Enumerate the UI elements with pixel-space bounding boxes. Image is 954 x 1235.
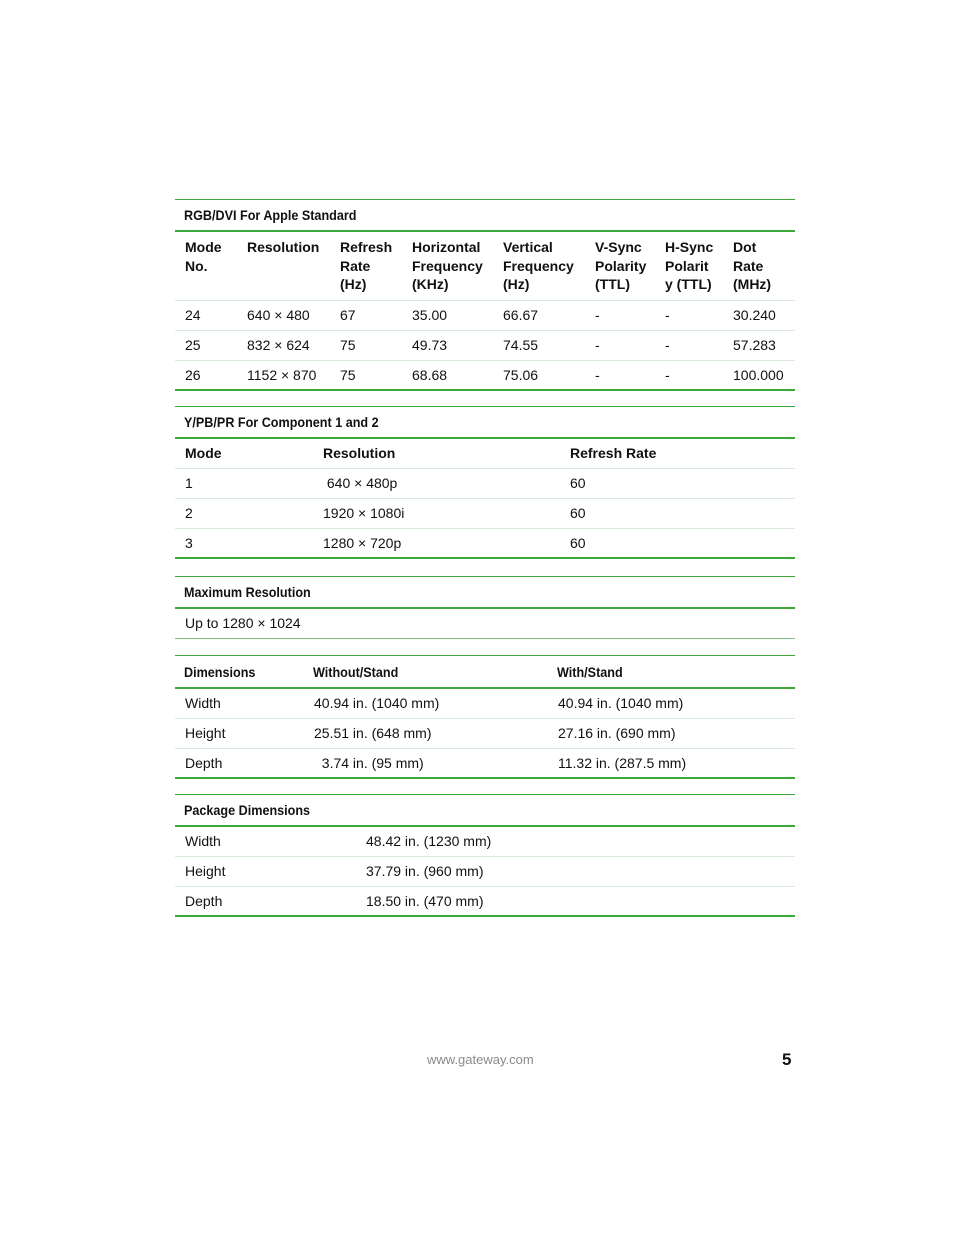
table-row: Depth 3.74 in. (95 mm) 11.32 in. (287.5 mm) [175,749,795,779]
max-resolution-value: Up to 1280 × 1024 [185,615,301,631]
table-row: 2 1920 × 1080i 60 [175,499,795,529]
max-resolution-table [175,576,795,639]
table-row: 26 1152 × 870 75 68.68 75.06 - - 100.000 [175,361,795,391]
table-row: Height 25.51 in. (648 mm) 27.16 in. (690 mm) [175,719,795,749]
table-row: 25 832 × 624 75 49.73 74.55 - - 57.283 [175,331,795,361]
header-horizontal-frequency: Horizontal Frequency (KHz) [412,239,483,292]
table-header-row [175,655,795,689]
header-resolution: Resolution [247,239,320,255]
table-row: Width 48.42 in. (1230 mm) [175,827,795,857]
header-dot-rate: Dot Rate (MHz) [733,239,772,292]
ypbpr-table [175,406,795,559]
footer-url: www.gateway.com [427,1052,534,1067]
table-row: Depth 18.50 in. (470 mm) [175,887,795,917]
header-with-stand: With/Stand [557,663,623,680]
table-row: Width 40.94 in. (1040 mm) 40.94 in. (1040 mm) [175,689,795,719]
header-mode: Mode [185,445,222,461]
table-row: 24 640 × 480 67 35.00 66.67 - - 30.240 [175,301,795,331]
dimensions-table [175,655,795,779]
header-mode-no: Mode No. [185,239,222,274]
header-resolution: Resolution [323,445,396,461]
table-row: 1 640 × 480p 60 [175,469,795,499]
header-h-sync: H-Sync Polarit y (TTL) [665,239,714,292]
header-vertical-frequency: Vertical Frequency (Hz) [503,239,574,292]
header-refresh-rate: Refresh Rate [570,445,657,461]
header-refresh-rate: Refresh Rate (Hz) [340,239,393,292]
rgb-dvi-table [175,199,795,391]
header-dimensions: Dimensions [184,663,256,680]
table-row: Height 37.79 in. (960 mm) [175,857,795,887]
package-dimensions-table [175,794,795,917]
header-v-sync: V-Sync Polarity (TTL) [595,239,647,292]
table-header-row [175,439,795,469]
rgb-dvi-title: RGB/DVI For Apple Standard [184,207,357,223]
header-without-stand: Without/Stand [313,663,399,680]
table-header-row [175,232,795,301]
ypbpr-title: Y/PB/PR For Component 1 and 2 [184,414,379,430]
max-resolution-title: Maximum Resolution [184,584,311,600]
package-dimensions-title: Package Dimensions [184,802,311,818]
page-number: 5 [782,1050,792,1069]
table-row [175,609,795,639]
table-row: 3 1280 × 720p 60 [175,529,795,559]
